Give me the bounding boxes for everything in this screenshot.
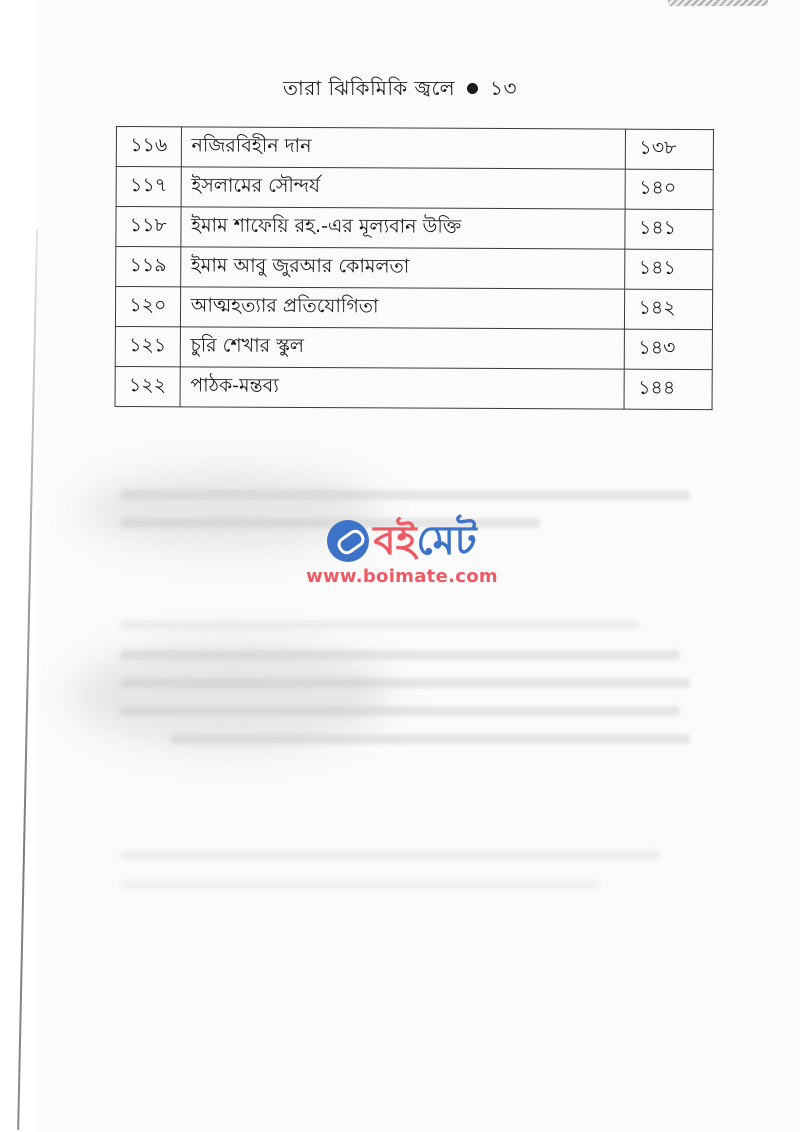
chapter-title: পাঠক-মন্তব্য [180, 367, 624, 409]
chapter-title: আত্মহত্যার প্রতিযোগিতা [180, 287, 624, 329]
chapter-number: ১২০ [115, 287, 180, 327]
chapter-title: নজিরবিহীন দান [181, 127, 625, 169]
page-number: ১৩ [489, 76, 517, 100]
chapter-page: ১৪১ [624, 249, 713, 289]
table-row [116, 247, 713, 290]
paperclip-icon [327, 520, 369, 562]
bleed-through-line [120, 880, 600, 890]
chapter-title: ইসলামের সৌন্দর্য [181, 167, 625, 209]
table-row [116, 167, 713, 210]
boimate-watermark [282, 520, 522, 587]
bleed-through-line [120, 620, 640, 630]
watermark-logo [282, 520, 522, 562]
chapter-page: ১৪৪ [624, 369, 713, 409]
chapter-number: ১১৬ [116, 127, 181, 167]
chapter-title: চুরি শেখার স্কুল [180, 327, 624, 369]
running-header [0, 74, 800, 107]
watermark-logo-red: বই [373, 518, 417, 564]
bullet-icon [467, 83, 478, 94]
chapter-page: ১৩৮ [625, 129, 714, 169]
bleed-through-line [120, 850, 660, 860]
chapter-title: ইমাম শাফেয়ি রহ.-এর মূল্যবান উক্তি [181, 207, 625, 249]
book-title: তারা ঝিকিমিকি জ্বলে [283, 76, 455, 100]
chapter-number: ১২২ [115, 366, 180, 406]
table-row [115, 326, 712, 369]
chapter-page: ১৪৩ [624, 329, 713, 369]
bleed-through-line [120, 650, 680, 660]
table-row [115, 366, 712, 409]
table-row [116, 127, 713, 170]
chapter-page: ১৪২ [624, 289, 713, 329]
chapter-title: ইমাম আবু জুরআর কোমলতা [180, 247, 624, 289]
chapter-page: ১৪১ [624, 209, 713, 249]
table-row [116, 207, 713, 250]
page-corner-shadow [668, 0, 768, 6]
bleed-through-line [120, 678, 690, 688]
watermark-url: www.boimate.com [306, 566, 498, 587]
book-spine-edge [17, 230, 38, 1130]
chapter-number: ১১৯ [116, 247, 181, 287]
chapter-number: ১১৮ [116, 207, 181, 247]
chapter-number: ১২১ [115, 326, 180, 366]
bleed-through-line [120, 706, 680, 716]
table-of-contents [115, 126, 714, 410]
table-row [115, 287, 712, 330]
chapter-page: ১৪০ [625, 169, 714, 209]
bleed-through-line [120, 490, 690, 500]
chapter-number: ১১৭ [116, 167, 181, 207]
watermark-logo-blue: মেট [416, 518, 477, 564]
bleed-through-line [170, 734, 690, 744]
